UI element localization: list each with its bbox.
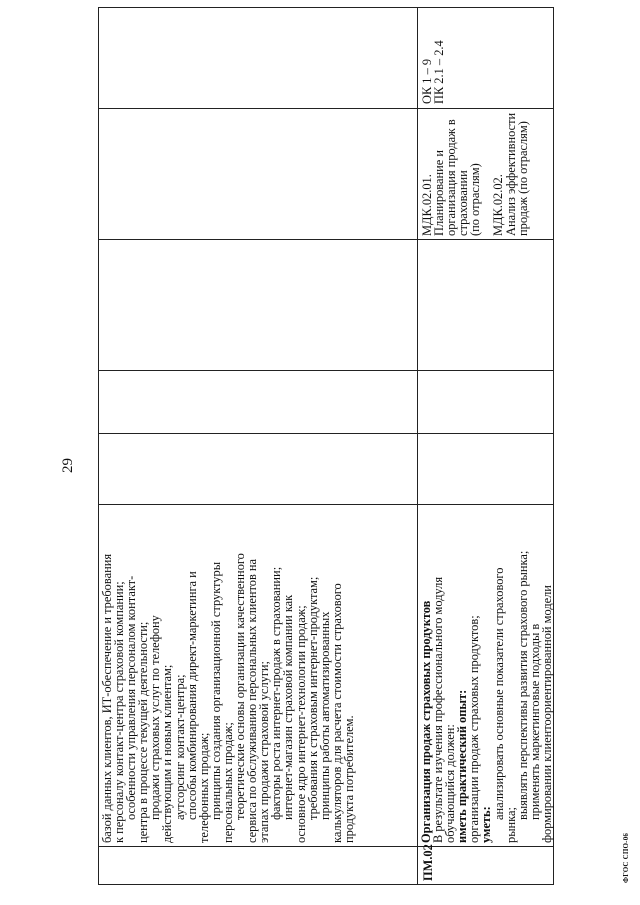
- text-line: рынка;: [503, 807, 518, 843]
- text-line: выявлять перспективы развития страхового рынка;: [515, 550, 530, 820]
- mdk-line: организация продаж в: [444, 119, 459, 236]
- empty-cell: [99, 371, 418, 434]
- competency-cell: [99, 8, 418, 109]
- content-cell: [99, 505, 418, 847]
- text-line: продукта потребителем.: [341, 715, 356, 843]
- empty-cell: [418, 434, 554, 505]
- page-number: 29: [60, 458, 76, 473]
- mdk-cell: [99, 109, 418, 240]
- text-line: этапах продажи страховой услуги;: [257, 661, 272, 843]
- text-line: сервиса по обслуживанию персональных клиентов на: [245, 558, 260, 843]
- text-line: принципы работы автоматизированных: [317, 611, 332, 820]
- table-row: [99, 8, 418, 885]
- mdk-line: (по отраслям): [468, 163, 483, 236]
- module-code: ПМ.02: [421, 844, 435, 881]
- mdk-list: [418, 109, 532, 239]
- mdk-cell: [418, 109, 554, 240]
- text-line: к персоналу контакт-центра страховой компании;: [112, 581, 127, 843]
- content-cell: [418, 505, 554, 847]
- mdk-line: Планирование и: [432, 150, 447, 236]
- text-line: телефонных продаж;: [196, 732, 211, 843]
- text-line: особенности управления персоналом контакт-: [124, 575, 139, 820]
- text-line: теоретические основы организации качественного: [233, 553, 248, 820]
- empty-cell: [418, 371, 554, 434]
- competency-code: ПК 2.1 – 2.4: [432, 40, 447, 104]
- text-line: организации продаж страховых продуктов;: [467, 615, 482, 843]
- text-line: применять маркетинговые подходы в: [527, 623, 542, 820]
- mdk-line: МДК.02.01.: [420, 174, 434, 236]
- competency-code: ОК 1 – 9: [420, 58, 434, 104]
- content-text: [418, 505, 553, 846]
- empty-cell: [99, 240, 418, 371]
- empty-cell: [418, 240, 554, 371]
- text-line: базой данных клиентов, ИТ-обеспечение и требования: [100, 553, 114, 843]
- text-line: основное ядро интернет-технологии продаж;: [293, 605, 308, 843]
- code-cell: [99, 847, 418, 885]
- text-line: факторы роста интернет-продаж в страховании;: [269, 566, 284, 820]
- competency-list: [418, 8, 448, 108]
- table-row: [418, 8, 554, 885]
- text-line: продажи страховых услуг по телефону: [148, 615, 163, 820]
- text-line: обучающийся должен:: [443, 724, 458, 843]
- text-line: аутсорсинг контакт-центра;: [172, 674, 187, 820]
- text-line: интернет-магазин страховой компании как: [281, 594, 296, 820]
- text-line: требования к страховым интернет-продуктам;: [305, 576, 320, 820]
- text-line: анализировать основные показатели страхового: [491, 567, 506, 820]
- text-line: Организация продаж страховых продуктов: [419, 600, 433, 843]
- text-line: калькуляторов для расчета стоимости страхового: [329, 583, 344, 843]
- mdk-line: продаж (по отраслям): [515, 121, 530, 236]
- mdk-line: страховании: [456, 170, 471, 236]
- text-line: уметь:: [479, 806, 494, 843]
- mdk-line: МДК.02.02.: [491, 174, 506, 236]
- text-line: принципы создания организационной структуры: [208, 561, 223, 820]
- footer-mark: ФГОС СПО-06: [622, 832, 630, 883]
- text-line: формировании клиентоориентированной модели: [539, 585, 554, 843]
- text-line: В результате изучения профессионального модуля: [431, 576, 446, 843]
- curriculum-table: [98, 7, 554, 885]
- text-line: персональных продаж;: [220, 722, 235, 843]
- mdk-line: Анализ эффективности: [503, 112, 518, 236]
- text-line: способы комбинирования директ-маркетинга и: [184, 571, 199, 820]
- text-line: центра в процессе текущей деятельности;: [136, 621, 151, 843]
- text-line: действующим и новым клиентам;: [160, 664, 175, 843]
- competency-cell: [418, 8, 554, 109]
- content-text: [99, 505, 355, 846]
- text-line: иметь практический опыт:: [455, 689, 470, 843]
- empty-cell: [99, 434, 418, 505]
- code-cell: [418, 844, 554, 885]
